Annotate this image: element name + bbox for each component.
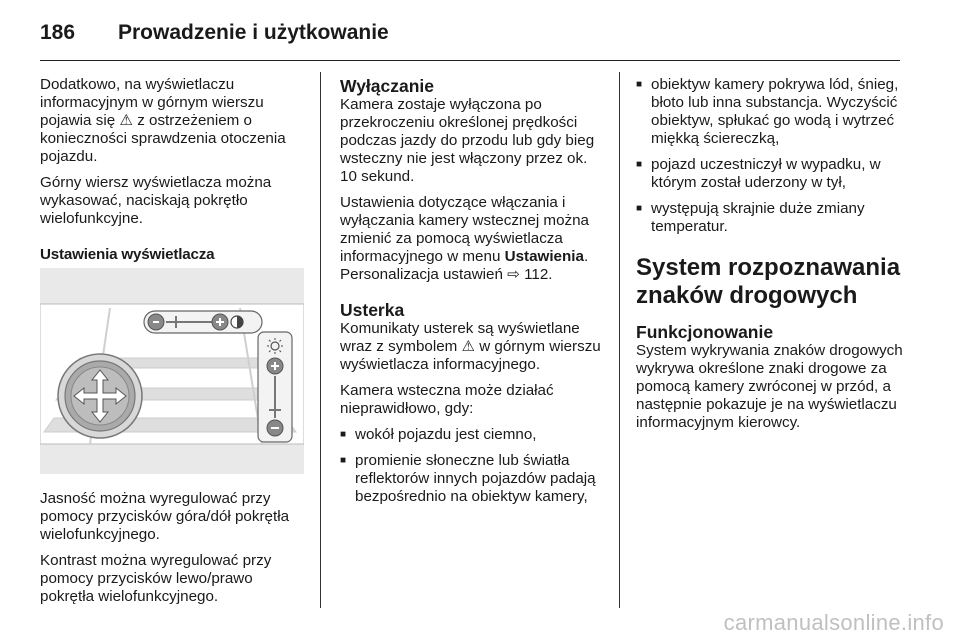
paragraph-clear-line: Górny wiersz wyświetlacza można wykasować, naciskają pokrętło wielofunkcyjne. [40,174,272,227]
page-number: 186 [40,21,76,44]
paragraph-malfunction-conditions: Kamera wsteczna może działać nieprawidłowo, gdy: [340,382,554,417]
settings-menu-name: Ustawienia [504,248,584,265]
paragraph-fault [340,320,604,374]
caption-contrast: Kontrast można wyregulować przy pomocy przycisków lewo/prawo pokrętła wielofunkcyjnego. [40,552,272,605]
paragraph-switch-off: Kamera zostaje wyłączona po przekroczeniu określonej prędkości podczas jazdy do przodu lub gdy bieg wsteczny nie jest włączony przez ok. 10 sekund. [340,96,595,185]
heading-fault: Usterka [340,300,405,320]
list-item: ■ wokół pojazdu jest ciemno, [340,426,604,444]
settings-text-pre: Ustawienia dotyczące włączania i wyłączania kamery wstecznej można zmienić za pomocą wyświetlacza informacyjnego w menu [340,194,589,265]
column-divider-2 [619,72,620,608]
fault-text-post: w górnym wierszu wyświetlacza informacyjnego. [340,338,601,373]
header-divider [40,60,900,61]
settings-text-post: . Personalizacja ustawień ⇨ 112. [340,248,589,283]
column-1 [40,76,304,264]
list-item: ■ pojazd uczestniczył w wypadku, w którym został uderzony w tył, [636,156,906,192]
page-title: Prowadzenie i użytkowanie [118,21,389,44]
page-header [40,16,389,50]
list-item: ■ występują skrajnie duże zmiany temperatur. [636,200,906,236]
heading-function: Funkcjonowanie [636,322,774,342]
multifunction-knob [58,354,142,438]
condition-list-continued [636,76,906,236]
watermark: carmanualsonline.info [723,610,944,635]
heading-switch-off: Wyłączanie [340,76,435,96]
list-item: ■ promienie słoneczne lub światła reflektorów innych pojazdów padają bezpośrednio na obiektyw kamery, [340,452,604,506]
contrast-control [144,311,262,333]
list-item: ■ obiektyw kamery pokrywa lód, śnieg, błoto lub inna substancja. Wyczyścić obiektyw, spłukać go wodą i wytrzeć miękką ściereczką, [636,76,906,148]
subheading-display-settings: Ustawienia wyświetlacza [40,246,215,263]
paragraph-function: System wykrywania znaków drogowych wykrywa określone znaki drogowe za pomocą kamery zwróconej w przód, a następnie pokazuje je na wyświetlaczu informacyjnym kierowcy. [636,342,903,431]
paragraph-settings [340,194,604,284]
warning-triangle-icon: ⚠ [461,338,475,355]
brightness-control [258,332,292,442]
caption-brightness-contrast [40,490,308,606]
paragraph-warning: Dodatkowo, na wyświetlaczu informacyjnym w górnym wierszu pojawia się ⚠ z ostrzeżeniem o konieczności sprawdzenia otoczenia pojazdu. [40,76,286,165]
column-2 [340,76,604,514]
column-3 [636,76,906,440]
heading-traffic-sign-recognition: System rozpoznawania znaków drogowych [636,254,901,309]
column-divider-1 [320,72,321,608]
display-settings-illustration [40,268,304,474]
condition-list [340,426,604,506]
caption-brightness: Jasność można wyregulować przy pomocy przycisków góra/dół pokrętła wielofunkcyjnego. [40,490,290,543]
fault-text-pre: Komunikaty usterek są wyświetlane wraz z symbolem [340,320,580,355]
